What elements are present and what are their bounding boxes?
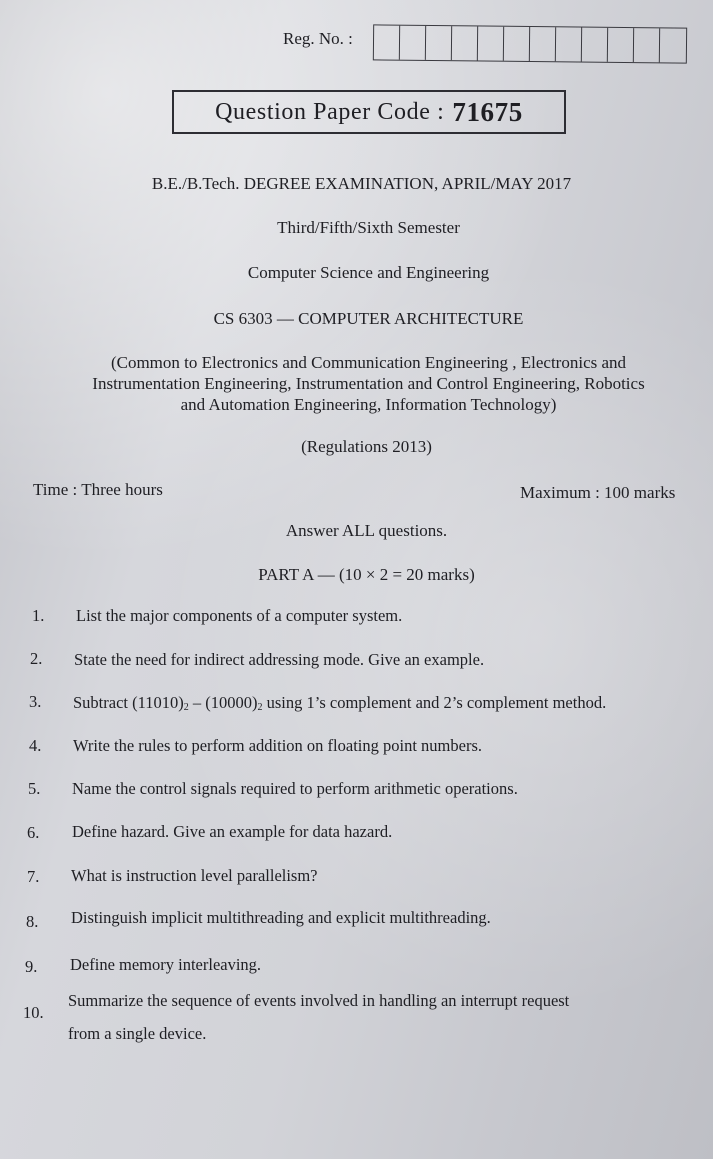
reg-no-box[interactable] (634, 28, 660, 62)
question-text-part: using 1’s complement and 2’s complement method. (262, 693, 607, 712)
question-paper-code-label: Question Paper Code : (215, 98, 445, 125)
reg-no-box[interactable] (478, 26, 504, 60)
reg-no-box[interactable] (660, 28, 686, 62)
question-paper-code-box (172, 90, 566, 134)
reg-no-box[interactable] (530, 27, 556, 61)
question-text (73, 693, 606, 713)
question-number: 10. (23, 1003, 44, 1022)
reg-no-box[interactable] (400, 26, 426, 60)
reg-no-box[interactable] (452, 26, 478, 60)
reg-no-box[interactable] (426, 26, 452, 60)
base-subscript: 2 (183, 702, 189, 713)
time-allowed: Time : Three hours (33, 480, 163, 499)
instruction: Answer ALL questions. (285, 521, 448, 540)
reg-no-boxes[interactable] (373, 24, 687, 63)
reg-no-box[interactable] (582, 28, 608, 62)
question-text: Define hazard. Give an example for data hazard. (72, 822, 393, 841)
part-a-heading: PART A — (10 × 2 = 20 marks) (258, 565, 475, 584)
question-number: 6. (27, 823, 40, 842)
reg-no-box[interactable] (556, 27, 582, 61)
question-text: Distinguish implicit multithreading and explicit multithreading. (71, 908, 491, 927)
department: Computer Science and Engineering (247, 263, 490, 282)
semester: Third/Fifth/Sixth Semester (277, 218, 460, 237)
reg-no-box[interactable] (608, 28, 634, 62)
common-to-line-3: and Automation Engineering, Information Technology) (180, 395, 557, 414)
question-paper-code-number: 71675 (452, 96, 523, 127)
regulations: (Regulations 2013) (301, 437, 432, 456)
common-to-line-2: Instrumentation Engineering, Instrumentation and Control Engineering, Robotics (92, 374, 645, 393)
question-text: What is instruction level parallelism? (71, 866, 318, 885)
question-number: 2. (30, 649, 43, 668)
question-number: 7. (27, 867, 40, 886)
question-number: 8. (26, 912, 39, 931)
reg-no-box[interactable] (374, 25, 400, 59)
question-text: Name the control signals required to perform arithmetic operations. (72, 779, 518, 798)
question-text: State the need for indirect addressing mode. Give an example. (74, 650, 485, 669)
question-number: 1. (32, 606, 45, 625)
question-text: Write the rules to perform addition on floating point numbers. (73, 736, 482, 755)
question-number: 4. (29, 736, 42, 755)
question-number: 5. (28, 779, 41, 798)
base-subscript: 2 (257, 702, 263, 713)
question-text: Define memory interleaving. (70, 955, 262, 974)
maximum-marks: Maximum : 100 marks (520, 483, 676, 502)
question-text-line-1: Summarize the sequence of events involved in handling an interrupt request (68, 991, 570, 1010)
question-text-part: – (10000) (188, 693, 258, 712)
question-number: 3. (29, 692, 42, 711)
question-number: 9. (25, 957, 38, 976)
common-to-line-1: (Common to Electronics and Communication Engineering , Electronics and (110, 353, 627, 372)
question-text: List the major components of a computer system. (76, 606, 403, 625)
exam-title: B.E./B.Tech. DEGREE EXAMINATION, APRIL/MAY 2017 (151, 174, 572, 193)
question-text-line-2: from a single device. (68, 1024, 207, 1043)
reg-no-box[interactable] (504, 27, 530, 61)
reg-no-label: Reg. No. : (283, 29, 353, 48)
question-text-part: Subtract (11010) (73, 693, 184, 712)
course-title: CS 6303 — COMPUTER ARCHITECTURE (213, 309, 524, 328)
